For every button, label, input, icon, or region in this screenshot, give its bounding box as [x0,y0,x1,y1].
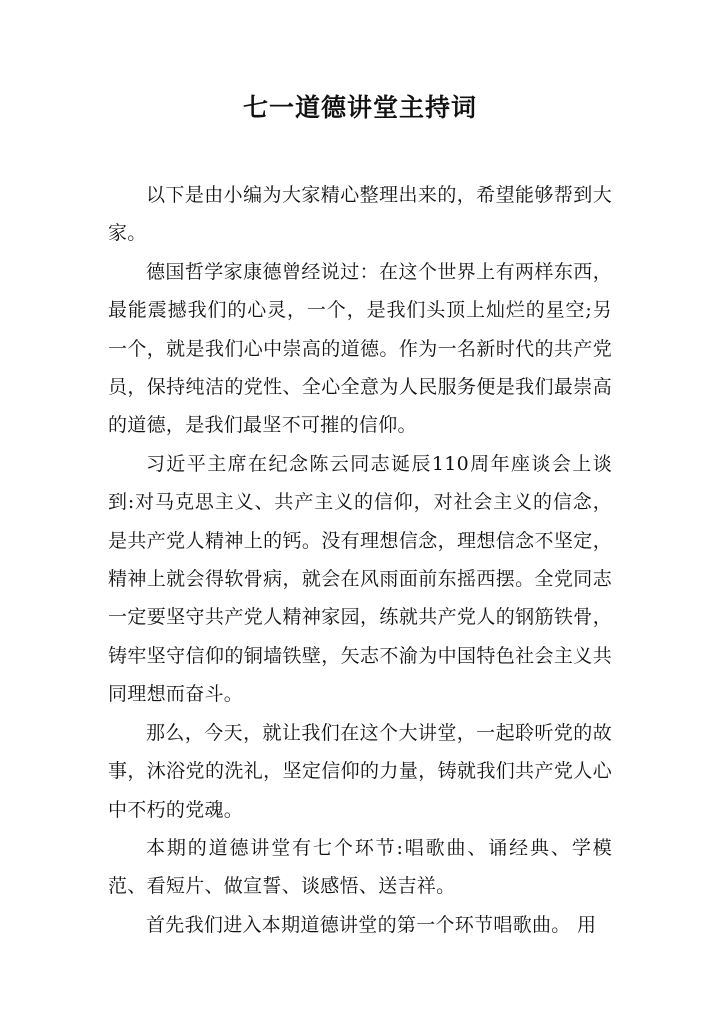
paragraph-intro: 以下是由小编为大家精心整理出来的，希望能够帮到大家。 [108,184,612,245]
paragraph-sections: 本期的道德讲堂有七个环节:唱歌曲、诵经典、学模范、看短片、做宣誓、谈感悟、送吉祥。 [108,836,612,898]
paragraph-xi-speech: 习近平主席在纪念陈云同志诞辰110周年座谈会上谈到:对马克思主义、共产主义的信仰，对社会主义的信念，是共产党人精神上的钙。没有理想信念，理想信念不坚定，精神上就会得软骨病，就会在风雨面前东摇西摆。全党同志一定要坚守共产党人精神家园，练就共产党人的钢筋铁骨，铸牢坚守信仰的铜墙铁壁，矢志不渝为中国特色社会主义共同理想而奋斗。 [108,452,612,706]
paragraph-today: 那么，今天，就让我们在这个大讲堂，一起聆听党的故事，沐浴党的洗礼，坚定信仰的力量，铸就我们共产党人心中不朽的党魂。 [108,721,612,821]
document-title: 七一道德讲堂主持词 [242,93,477,122]
document-body [108,176,612,944]
paragraph-first-section: 首先我们进入本期道德讲堂的第一个环节唱歌曲。 用 [146,913,597,936]
paragraph-kant-quote: 德国哲学家康德曾经说过：在这个世界上有两样东西，最能震撼我们的心灵，一个，是我们头顶上灿烂的星空;另一个，就是我们心中崇高的道德。作为一名新时代的共产党员，保持纯洁的党性、全心全意为人民服务便是我们最崇高的道德，是我们最坚不可摧的信仰。 [108,260,612,437]
